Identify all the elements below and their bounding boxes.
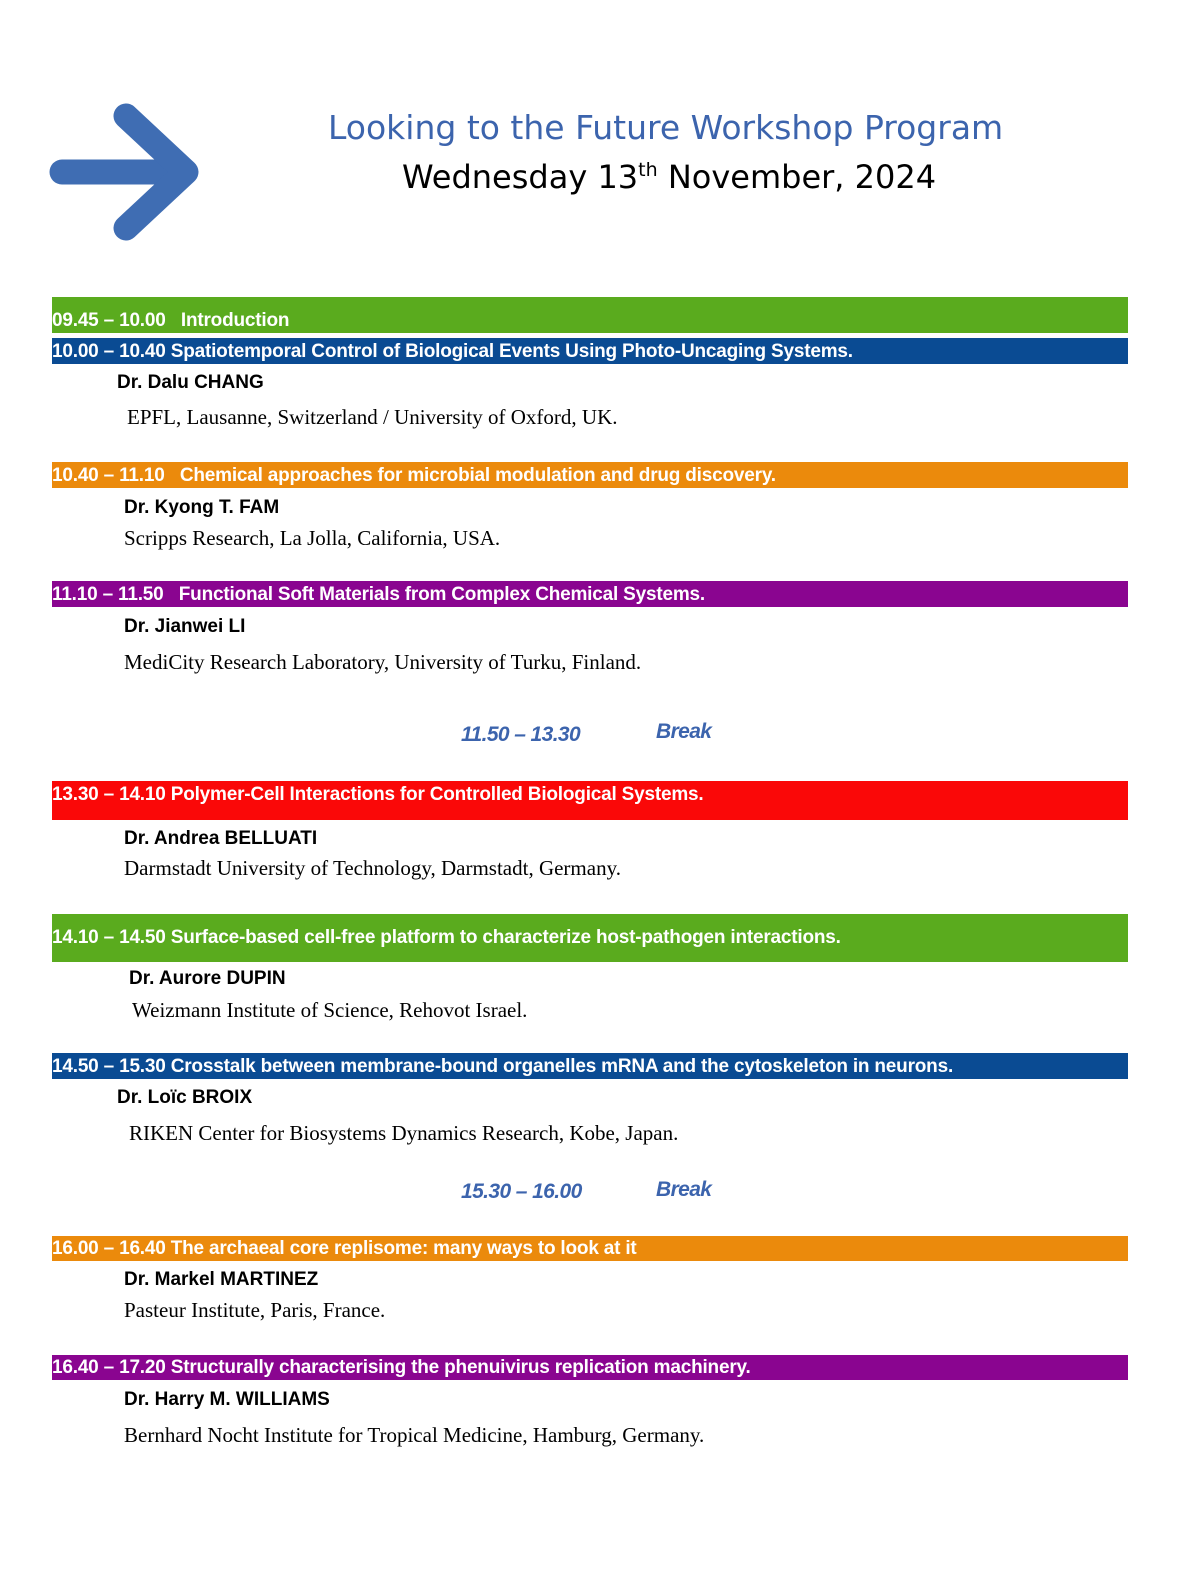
speaker-affiliation: Scripps Research, La Jolla, California, USA.: [124, 526, 501, 550]
session-title: Structurally characterising the phenuivirus replication machinery.: [170, 1357, 751, 1378]
page-title: Looking to the Future Workshop Program: [328, 108, 1004, 147]
session-title: Crosstalk between membrane-bound organelles mRNA and the cytoskeleton in neurons.: [170, 1056, 954, 1077]
speaker-affiliation: MediCity Research Laboratory, University of Turku, Finland.: [124, 650, 642, 674]
session-title: Functional Soft Materials from Complex Chemical Systems.: [178, 584, 705, 605]
speaker-name: Dr. Aurore DUPIN: [129, 968, 286, 989]
speaker-name: Dr. Harry M. WILLIAMS: [124, 1389, 330, 1410]
break-time: 11.50 – 13.30: [461, 723, 581, 746]
session-bar: [52, 1236, 1128, 1261]
session-time: 14.10 – 14.50: [52, 926, 166, 948]
session-title: Spatiotemporal Control of Biological Events Using Photo-Uncaging Systems.: [170, 341, 853, 362]
session-bar: [52, 1053, 1128, 1079]
session-title: Chemical approaches for microbial modulation and drug discovery.: [179, 465, 776, 486]
speaker-name: Dr. Kyong T. FAM: [124, 497, 280, 518]
speaker-name: Dr. Markel MARTINEZ: [124, 1269, 319, 1290]
session-bar: [52, 781, 1128, 820]
session-title: Introduction: [180, 310, 290, 331]
break-label: Break: [656, 1178, 712, 1201]
session-title: Polymer-Cell Interactions for Controlled Biological Systems.: [170, 784, 704, 805]
speaker-affiliation: Pasteur Institute, Paris, France.: [124, 1298, 386, 1322]
session-time: 13.30 – 14.10: [52, 784, 166, 805]
speaker-affiliation: EPFL, Lausanne, Switzerland / University of Oxford, UK.: [127, 405, 618, 429]
session-time: 16.00 – 16.40: [52, 1238, 166, 1259]
right-arrow-icon: [48, 100, 210, 242]
speaker-name: Dr. Dalu CHANG: [117, 372, 264, 393]
session-title: Surface-based cell-free platform to characterize host-pathogen interactions.: [170, 926, 841, 948]
break-label: Break: [656, 720, 712, 743]
session-bar: [52, 338, 1128, 364]
session-time: 09.45 – 10.00: [52, 310, 166, 331]
session-bar: [52, 581, 1128, 607]
break-time: 15.30 – 16.00: [461, 1180, 582, 1203]
speaker-affiliation: RIKEN Center for Biosystems Dynamics Research, Kobe, Japan.: [129, 1121, 679, 1145]
session-bar-introduction: [52, 297, 1128, 333]
speaker-affiliation: Bernhard Nocht Institute for Tropical Medicine, Hamburg, Germany.: [124, 1423, 705, 1447]
session-time: 10.40 – 11.10: [52, 465, 165, 486]
event-date: Wednesday 13th November, 2024: [402, 158, 937, 196]
session-time: 10.00 – 10.40: [52, 341, 166, 362]
session-time: 11.10 – 11.50: [52, 584, 164, 605]
session-time: 16.40 – 17.20: [52, 1357, 166, 1378]
session-time: 14.50 – 15.30: [52, 1056, 166, 1077]
session-bar: [52, 914, 1128, 962]
speaker-name: Dr. Andrea BELLUATI: [124, 828, 318, 849]
speaker-affiliation: Darmstadt University of Technology, Darmstadt, Germany.: [124, 856, 621, 880]
speaker-name: Dr. Jianwei LI: [124, 616, 246, 637]
session-bar: [52, 462, 1128, 488]
speaker-name: Dr. Loïc BROIX: [117, 1087, 253, 1108]
speaker-affiliation: Weizmann Institute of Science, Rehovot Israel.: [132, 998, 528, 1022]
session-title: The archaeal core replisome: many ways to look at it: [170, 1238, 637, 1259]
session-bar: [52, 1355, 1128, 1380]
